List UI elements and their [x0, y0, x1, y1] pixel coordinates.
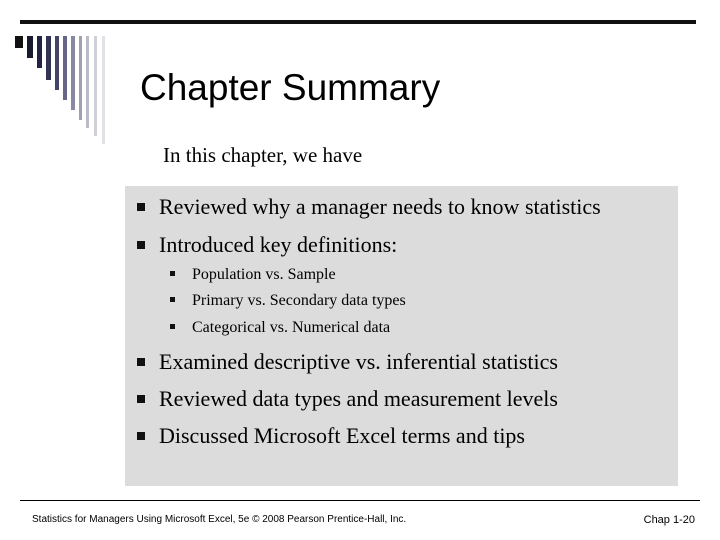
summary-item-text: Examined descriptive vs. inferential statistics: [159, 349, 558, 374]
square-bullet-icon: [137, 358, 145, 366]
summary-item-text: Reviewed why a manager needs to know statistics: [159, 194, 601, 219]
square-bullet-icon: [170, 271, 175, 276]
summary-item-text: Reviewed data types and measurement levels: [159, 386, 558, 411]
summary-item: [125, 194, 601, 220]
summary-subitem: [125, 266, 336, 284]
summary-box: [125, 186, 678, 486]
summary-item-text: Introduced key definitions:: [159, 232, 398, 257]
top-rule: [20, 20, 696, 24]
square-bullet-icon: [137, 432, 145, 440]
summary-item: [125, 349, 558, 375]
square-bullet-icon: [170, 297, 175, 302]
summary-subitem: [125, 292, 406, 310]
footer-copyright: Statistics for Managers Using Microsoft Excel, 5e © 2008 Pearson Prentice-Hall, Inc.: [32, 514, 407, 525]
square-bullet-icon: [137, 395, 145, 403]
summary-subitem-text: Categorical vs. Numerical data: [192, 319, 391, 336]
summary-subitem-text: Population vs. Sample: [192, 266, 336, 283]
footer-rule: [20, 500, 700, 501]
summary-item-text: Discussed Microsoft Excel terms and tips: [159, 423, 525, 448]
summary-subitem-text: Primary vs. Secondary data types: [192, 292, 406, 309]
square-bullet-icon: [170, 324, 175, 329]
slide-title: Chapter Summary: [140, 67, 441, 108]
square-bullet-icon: [137, 203, 145, 211]
summary-item: [125, 232, 397, 258]
intro-text: In this chapter, we have: [163, 143, 363, 167]
summary-subitem: [125, 319, 390, 337]
decorative-bars: [15, 36, 125, 144]
slide-number: Chap 1-20: [643, 514, 695, 526]
summary-item: [125, 423, 525, 449]
summary-item: [125, 386, 558, 412]
square-bullet-icon: [137, 241, 145, 249]
